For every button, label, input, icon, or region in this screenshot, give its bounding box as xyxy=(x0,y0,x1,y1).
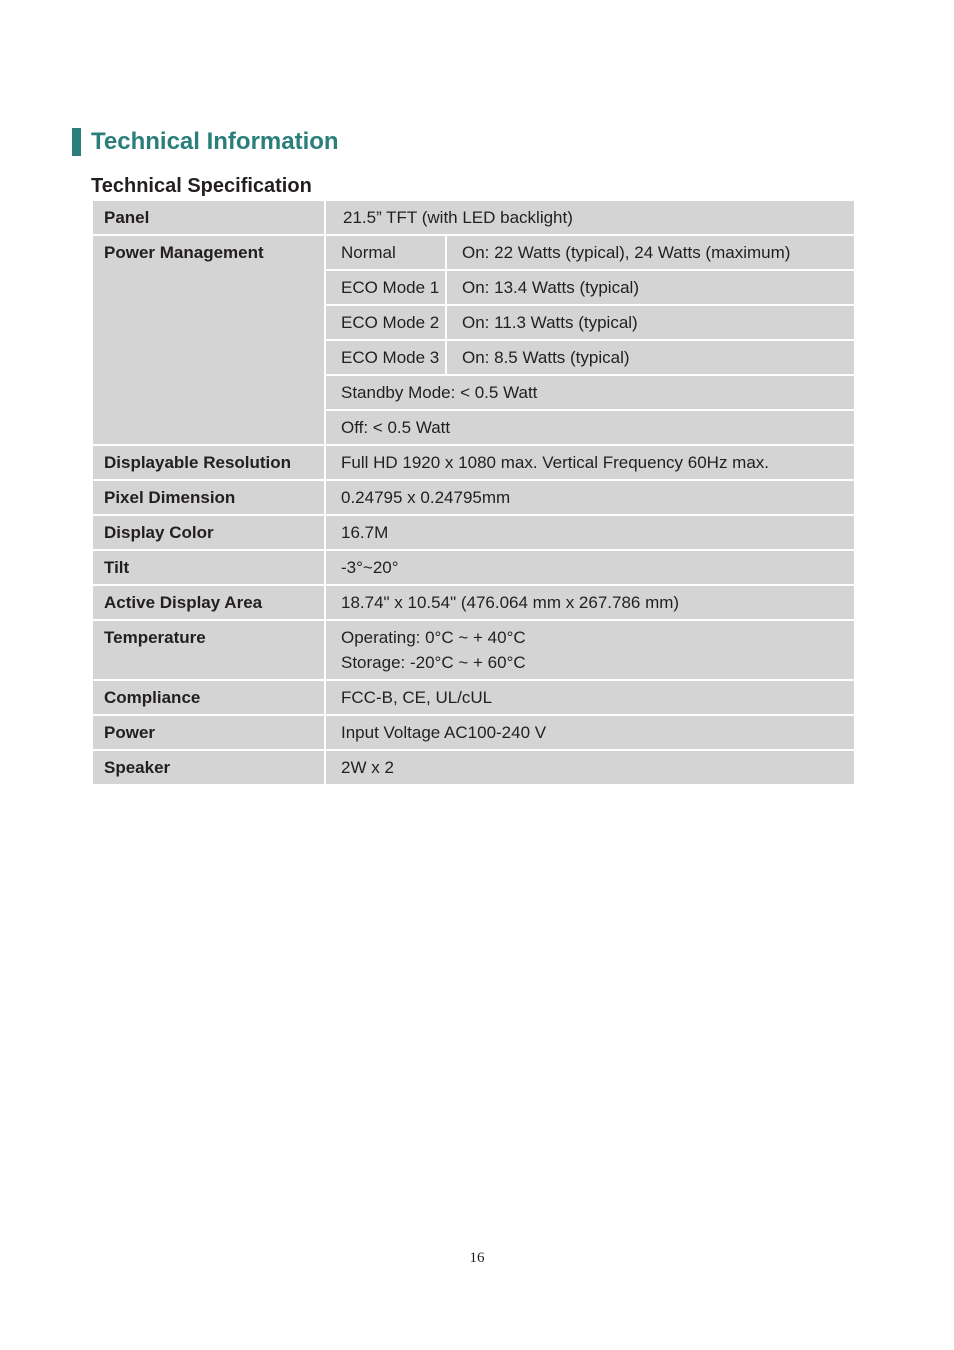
spec-label: Power Management xyxy=(92,235,325,445)
power-mode-label: Normal xyxy=(325,235,446,270)
spec-value: Input Voltage AC100-240 V xyxy=(325,715,855,750)
standby-value: Standby Mode: < 0.5 Watt xyxy=(325,375,855,410)
spec-value: Full HD 1920 x 1080 max. Vertical Frequency 60Hz max. xyxy=(325,445,855,480)
table-row xyxy=(92,620,855,680)
table-row xyxy=(92,200,855,235)
spec-label: Panel xyxy=(92,200,325,235)
table-row xyxy=(92,715,855,750)
spec-value: -3°~20° xyxy=(325,550,855,585)
power-mode-label: ECO Mode 2 xyxy=(325,305,446,340)
spec-label: Active Display Area xyxy=(92,585,325,620)
spec-value: 21.5” TFT (with LED backlight) xyxy=(325,200,855,235)
spec-value: 0.24795 x 0.24795mm xyxy=(325,480,855,515)
operating-temp: Operating: 0°C ~ + 40°C xyxy=(341,628,526,647)
off-value: Off: < 0.5 Watt xyxy=(325,410,855,445)
spec-label: Compliance xyxy=(92,680,325,715)
spec-label: Display Color xyxy=(92,515,325,550)
spec-value: 2W x 2 xyxy=(325,750,855,785)
power-mode-value: On: 8.5 Watts (typical) xyxy=(446,340,855,375)
spec-value: 16.7M xyxy=(325,515,855,550)
power-mode-label: ECO Mode 1 xyxy=(325,270,446,305)
storage-temp: Storage: -20°C ~ + 60°C xyxy=(341,653,526,672)
spec-label: Tilt xyxy=(92,550,325,585)
table-row xyxy=(92,480,855,515)
table-row xyxy=(92,515,855,550)
spec-value xyxy=(325,620,855,680)
spec-label: Power xyxy=(92,715,325,750)
power-mode-value: On: 13.4 Watts (typical) xyxy=(446,270,855,305)
page-number: 16 xyxy=(469,1250,485,1266)
spec-label: Displayable Resolution xyxy=(92,445,325,480)
power-mode-value: On: 11.3 Watts (typical) xyxy=(446,305,855,340)
power-mode-value: On: 22 Watts (typical), 24 Watts (maximum) xyxy=(446,235,855,270)
section-marker xyxy=(72,128,81,156)
table-row xyxy=(92,585,855,620)
spec-label: Temperature xyxy=(92,620,325,680)
spec-label: Pixel Dimension xyxy=(92,480,325,515)
table-row xyxy=(92,550,855,585)
section-title: Technical Information xyxy=(91,128,339,155)
spec-value: FCC-B, CE, UL/cUL xyxy=(325,680,855,715)
table-row xyxy=(92,750,855,785)
spec-value: 18.74" x 10.54" (476.064 mm x 267.786 mm) xyxy=(325,585,855,620)
table-row xyxy=(92,445,855,480)
table-row xyxy=(92,235,855,270)
subsection-title: Technical Specification xyxy=(91,175,312,197)
table-row xyxy=(92,680,855,715)
spec-table xyxy=(91,199,856,786)
spec-label: Speaker xyxy=(92,750,325,785)
power-mode-label: ECO Mode 3 xyxy=(325,340,446,375)
